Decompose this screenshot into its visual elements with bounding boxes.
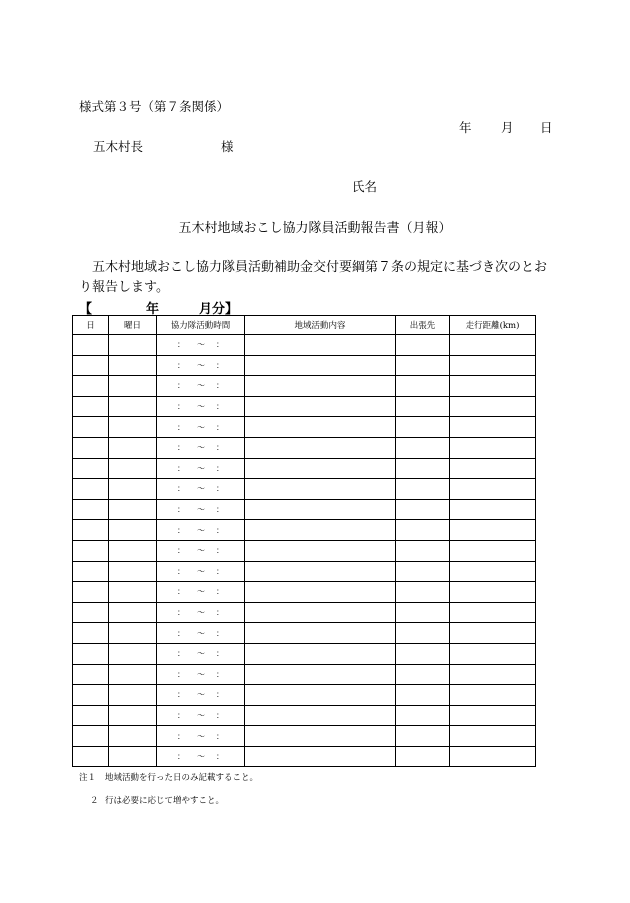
distance-cell[interactable] (450, 561, 536, 582)
content-cell[interactable] (245, 685, 396, 706)
content-cell[interactable] (245, 396, 396, 417)
weekday-cell[interactable] (109, 335, 157, 356)
table-row (73, 705, 536, 726)
table-row (73, 458, 536, 479)
weekday-cell[interactable] (109, 705, 157, 726)
column-header-day: 日 (73, 316, 109, 335)
time-cell[interactable] (157, 520, 245, 541)
form-number: 様式第３号（第７条関係） (79, 99, 230, 114)
distance-cell[interactable] (450, 746, 536, 767)
time-end-colon: ： (216, 669, 224, 679)
body-text: 五木村地域おこし協力隊員活動補助金交付要綱第７条の規定に基づき次のとおり報告します。 (79, 260, 548, 295)
day-cell[interactable] (73, 623, 109, 644)
weekday-cell[interactable] (109, 355, 157, 376)
day-cell[interactable] (73, 458, 109, 479)
weekday-cell[interactable] (109, 376, 157, 397)
table-row (73, 335, 536, 356)
content-cell[interactable] (245, 561, 396, 582)
time-range-tilde: ～ (197, 669, 205, 679)
time-cell[interactable] (157, 561, 245, 582)
time-start-colon: ： (177, 649, 185, 659)
note-1-number: 注１ (79, 773, 97, 783)
destination-cell[interactable] (396, 705, 450, 726)
content-cell[interactable] (245, 643, 396, 664)
column-header-activity-time: 協力隊活動時間 (157, 316, 245, 335)
day-cell[interactable] (73, 376, 109, 397)
weekday-cell[interactable] (109, 479, 157, 500)
time-end-colon: ： (216, 484, 224, 494)
destination-cell[interactable] (396, 623, 450, 644)
time-end-colon: ： (216, 731, 224, 741)
time-range-tilde: ～ (197, 505, 205, 515)
note-2 (90, 794, 224, 806)
day-cell[interactable] (73, 437, 109, 458)
time-cell[interactable] (157, 479, 245, 500)
weekday-cell[interactable] (109, 561, 157, 582)
distance-cell[interactable] (450, 458, 536, 479)
table-row (73, 479, 536, 500)
destination-cell[interactable] (396, 726, 450, 747)
time-cell[interactable] (157, 335, 245, 356)
time-start-colon: ： (177, 566, 185, 576)
distance-cell[interactable] (450, 685, 536, 706)
time-end-colon: ： (216, 546, 224, 556)
destination-cell[interactable] (396, 335, 450, 356)
time-end-colon: ： (216, 608, 224, 618)
weekday-cell[interactable] (109, 499, 157, 520)
weekday-cell[interactable] (109, 540, 157, 561)
time-range-tilde: ～ (197, 340, 205, 350)
date-year-label: 年 (459, 120, 472, 135)
destination-cell[interactable] (396, 520, 450, 541)
time-cell[interactable] (157, 355, 245, 376)
time-range-tilde: ～ (197, 690, 205, 700)
weekday-cell[interactable] (109, 685, 157, 706)
time-start-colon: ： (177, 710, 185, 720)
table-row (73, 355, 536, 376)
content-cell[interactable] (245, 335, 396, 356)
content-cell[interactable] (245, 520, 396, 541)
distance-cell[interactable] (450, 643, 536, 664)
table-body (73, 335, 536, 767)
time-end-colon: ： (216, 422, 224, 432)
distance-cell[interactable] (450, 355, 536, 376)
time-start-colon: ： (177, 587, 185, 597)
time-cell[interactable] (157, 417, 245, 438)
weekday-cell[interactable] (109, 643, 157, 664)
content-cell[interactable] (245, 623, 396, 644)
content-cell[interactable] (245, 664, 396, 685)
distance-cell[interactable] (450, 417, 536, 438)
distance-cell[interactable] (450, 520, 536, 541)
weekday-cell[interactable] (109, 417, 157, 438)
addressee-honorific: 様 (221, 139, 234, 154)
distance-cell[interactable] (450, 376, 536, 397)
day-cell[interactable] (73, 355, 109, 376)
time-range-tilde: ～ (197, 710, 205, 720)
distance-cell[interactable] (450, 623, 536, 644)
content-cell[interactable] (245, 602, 396, 623)
table-row (73, 437, 536, 458)
day-cell[interactable] (73, 561, 109, 582)
month-line-year: 年 (146, 302, 160, 317)
destination-cell[interactable] (396, 643, 450, 664)
table-row (73, 582, 536, 603)
day-cell[interactable] (73, 746, 109, 767)
day-cell[interactable] (73, 685, 109, 706)
time-cell[interactable] (157, 458, 245, 479)
destination-cell[interactable] (396, 355, 450, 376)
day-cell[interactable] (73, 396, 109, 417)
time-cell[interactable] (157, 582, 245, 603)
time-range-tilde: ～ (197, 381, 205, 391)
time-end-colon: ： (216, 381, 224, 391)
destination-cell[interactable] (396, 396, 450, 417)
content-cell[interactable] (245, 479, 396, 500)
time-end-colon: ： (216, 525, 224, 535)
time-range-tilde: ～ (197, 463, 205, 473)
time-end-colon: ： (216, 505, 224, 515)
column-header-weekday: 曜日 (109, 316, 157, 335)
time-end-colon: ： (216, 752, 224, 762)
destination-cell[interactable] (396, 499, 450, 520)
distance-cell[interactable] (450, 335, 536, 356)
month-line-open: 【 (79, 302, 93, 317)
time-end-colon: ： (216, 402, 224, 412)
time-end-colon: ： (216, 649, 224, 659)
time-start-colon: ： (177, 381, 185, 391)
time-end-colon: ： (216, 710, 224, 720)
time-start-colon: ： (177, 731, 185, 741)
distance-cell[interactable] (450, 664, 536, 685)
column-header-destination: 出張先 (396, 316, 450, 335)
table-row (73, 499, 536, 520)
distance-cell[interactable] (450, 479, 536, 500)
time-cell[interactable] (157, 643, 245, 664)
day-cell[interactable] (73, 643, 109, 664)
weekday-cell[interactable] (109, 437, 157, 458)
time-range-tilde: ～ (197, 628, 205, 638)
time-start-colon: ： (177, 628, 185, 638)
table-row (73, 376, 536, 397)
table-row (73, 643, 536, 664)
content-cell[interactable] (245, 540, 396, 561)
time-cell[interactable] (157, 623, 245, 644)
day-cell[interactable] (73, 540, 109, 561)
note-1 (79, 771, 258, 783)
date-day-label: 日 (540, 120, 553, 135)
destination-cell[interactable] (396, 479, 450, 500)
column-header-distance: 走行距離(km) (450, 316, 536, 335)
time-start-colon: ： (177, 484, 185, 494)
weekday-cell[interactable] (109, 582, 157, 603)
time-range-tilde: ～ (197, 484, 205, 494)
content-cell[interactable] (245, 417, 396, 438)
time-start-colon: ： (177, 525, 185, 535)
weekday-cell[interactable] (109, 396, 157, 417)
time-cell[interactable] (157, 705, 245, 726)
destination-cell[interactable] (396, 582, 450, 603)
day-cell[interactable] (73, 479, 109, 500)
time-range-tilde: ～ (197, 566, 205, 576)
day-cell[interactable] (73, 726, 109, 747)
destination-cell[interactable] (396, 376, 450, 397)
distance-cell[interactable] (450, 437, 536, 458)
note-2-number: ２ (90, 796, 99, 806)
time-start-colon: ： (177, 360, 185, 370)
time-range-tilde: ～ (197, 608, 205, 618)
time-range-tilde: ～ (197, 731, 205, 741)
destination-cell[interactable] (396, 458, 450, 479)
time-start-colon: ： (177, 608, 185, 618)
note-1-text: 地域活動を行った日のみ記載すること。 (105, 773, 259, 783)
activity-log-table (72, 315, 536, 767)
day-cell[interactable] (73, 664, 109, 685)
time-start-colon: ： (177, 752, 185, 762)
content-cell[interactable] (245, 746, 396, 767)
time-end-colon: ： (216, 443, 224, 453)
distance-cell[interactable] (450, 499, 536, 520)
time-start-colon: ： (177, 463, 185, 473)
content-cell[interactable] (245, 458, 396, 479)
time-cell[interactable] (157, 685, 245, 706)
table-row (73, 746, 536, 767)
content-cell[interactable] (245, 376, 396, 397)
time-end-colon: ： (216, 690, 224, 700)
time-cell[interactable] (157, 746, 245, 767)
time-end-colon: ： (216, 360, 224, 370)
time-start-colon: ： (177, 690, 185, 700)
weekday-cell[interactable] (109, 623, 157, 644)
time-start-colon: ： (177, 669, 185, 679)
time-cell[interactable] (157, 376, 245, 397)
table-row (73, 520, 536, 541)
document-title: 五木村地域おこし協力隊員活動報告書（月報） (178, 221, 452, 236)
time-cell[interactable] (157, 726, 245, 747)
day-cell[interactable] (73, 520, 109, 541)
time-range-tilde: ～ (197, 587, 205, 597)
distance-cell[interactable] (450, 582, 536, 603)
time-start-colon: ： (177, 402, 185, 412)
destination-cell[interactable] (396, 746, 450, 767)
time-cell[interactable] (157, 396, 245, 417)
table-row (73, 540, 536, 561)
time-start-colon: ： (177, 505, 185, 515)
day-cell[interactable] (73, 335, 109, 356)
content-cell[interactable] (245, 726, 396, 747)
distance-cell[interactable] (450, 726, 536, 747)
time-end-colon: ： (216, 566, 224, 576)
time-cell[interactable] (157, 602, 245, 623)
distance-cell[interactable] (450, 540, 536, 561)
distance-cell[interactable] (450, 396, 536, 417)
distance-cell[interactable] (450, 602, 536, 623)
content-cell[interactable] (245, 499, 396, 520)
weekday-cell[interactable] (109, 520, 157, 541)
time-start-colon: ： (177, 340, 185, 350)
table-row (73, 685, 536, 706)
time-end-colon: ： (216, 463, 224, 473)
table-row (73, 664, 536, 685)
time-start-colon: ： (177, 422, 185, 432)
weekday-cell[interactable] (109, 664, 157, 685)
table-row (73, 726, 536, 747)
distance-cell[interactable] (450, 705, 536, 726)
day-cell[interactable] (73, 705, 109, 726)
time-range-tilde: ～ (197, 402, 205, 412)
month-line-month: 月分】 (199, 302, 239, 317)
time-range-tilde: ～ (197, 443, 205, 453)
table-row (73, 561, 536, 582)
day-cell[interactable] (73, 602, 109, 623)
day-cell[interactable] (73, 417, 109, 438)
destination-cell[interactable] (396, 685, 450, 706)
destination-cell[interactable] (396, 664, 450, 685)
time-end-colon: ： (216, 340, 224, 350)
weekday-cell[interactable] (109, 746, 157, 767)
table-header-row (73, 316, 536, 335)
destination-cell[interactable] (396, 437, 450, 458)
content-cell[interactable] (245, 582, 396, 603)
note-2-text: 行は必要に応じて増やすこと。 (105, 796, 225, 806)
destination-cell[interactable] (396, 417, 450, 438)
time-cell[interactable] (157, 540, 245, 561)
time-start-colon: ： (177, 443, 185, 453)
time-end-colon: ： (216, 628, 224, 638)
table-row (73, 602, 536, 623)
destination-cell[interactable] (396, 602, 450, 623)
addressee (93, 137, 234, 155)
content-cell[interactable] (245, 437, 396, 458)
weekday-cell[interactable] (109, 458, 157, 479)
weekday-cell[interactable] (109, 602, 157, 623)
time-start-colon: ： (177, 546, 185, 556)
time-range-tilde: ～ (197, 752, 205, 762)
time-cell[interactable] (157, 437, 245, 458)
table-row (73, 623, 536, 644)
column-header-activity-content: 地域活動内容 (245, 316, 396, 335)
day-cell[interactable] (73, 582, 109, 603)
time-end-colon: ： (216, 587, 224, 597)
time-range-tilde: ～ (197, 525, 205, 535)
content-cell[interactable] (245, 705, 396, 726)
name-label: 氏名 (352, 179, 378, 194)
destination-cell[interactable] (396, 540, 450, 561)
content-cell[interactable] (245, 355, 396, 376)
date-month-label: 月 (501, 120, 514, 135)
addressee-name: 五木村長 (93, 139, 144, 154)
destination-cell[interactable] (396, 561, 450, 582)
time-cell[interactable] (157, 664, 245, 685)
time-range-tilde: ～ (197, 360, 205, 370)
date-line (459, 118, 553, 136)
time-range-tilde: ～ (197, 649, 205, 659)
time-range-tilde: ～ (197, 422, 205, 432)
day-cell[interactable] (73, 499, 109, 520)
time-cell[interactable] (157, 499, 245, 520)
weekday-cell[interactable] (109, 726, 157, 747)
time-range-tilde: ～ (197, 546, 205, 556)
table-row (73, 417, 536, 438)
table-row (73, 396, 536, 417)
